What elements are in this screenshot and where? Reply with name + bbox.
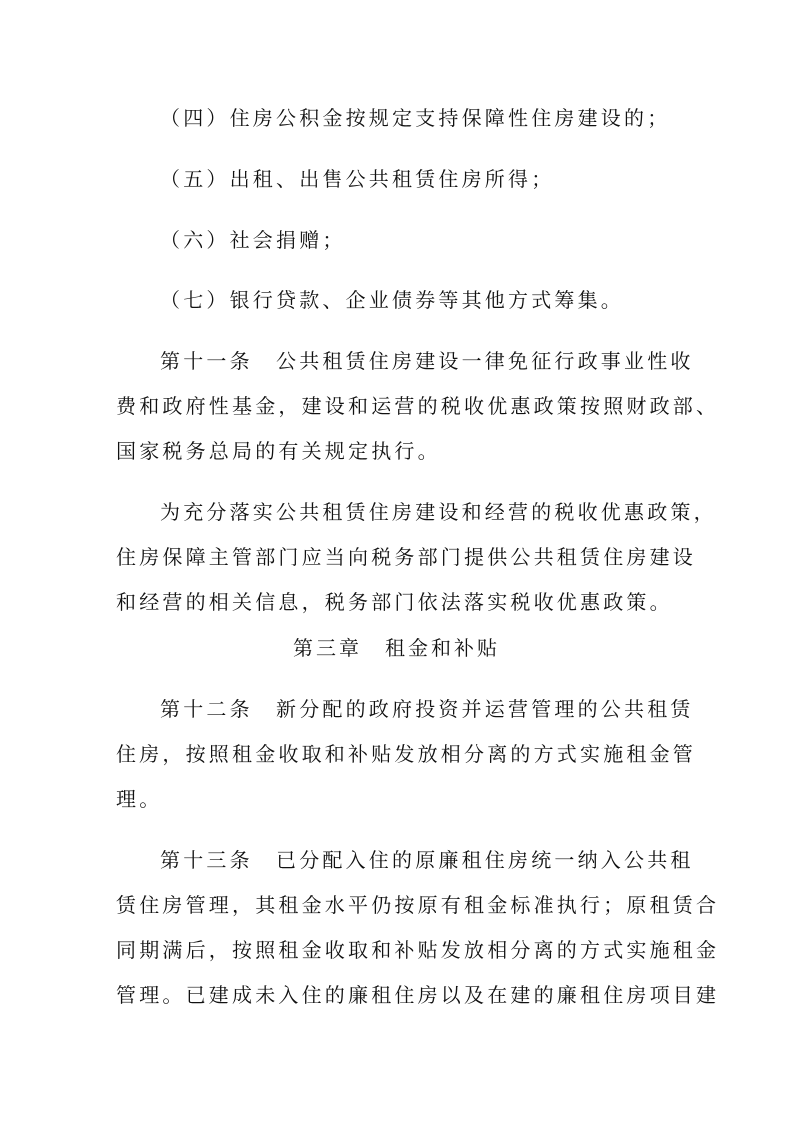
paragraph-line: （七）银行贷款、企业债券等其他方式筹集。: [160, 288, 624, 312]
article-11-line: 国家税务总局的有关规定执行。: [116, 439, 441, 463]
article-12-line: 理。: [116, 787, 163, 811]
paragraph-line: （五）出租、出售公共租赁住房所得；: [160, 167, 555, 191]
article-12-line: 第十二条 新分配的政府投资并运营管理的公共租赁: [160, 697, 694, 721]
paragraph-line: 为充分落实公共租赁住房建设和经营的税收优惠政策，: [160, 500, 717, 524]
paragraph-line: 住房保障主管部门应当向税务部门提供公共租赁住房建设: [116, 545, 696, 569]
paragraph-line: 和经营的相关信息，税务部门依法落实税收优惠政策。: [116, 590, 673, 614]
paragraph-line: （六）社会捐赠；: [160, 228, 346, 252]
article-13-line: 同期满后，按照租金收取和补贴发放相分离的方式实施租金: [116, 938, 720, 962]
article-13-line: 管理。已建成未入住的廉租住房以及在建的廉租住房项目建: [116, 983, 720, 1007]
article-13-line: 第十三条 已分配入住的原廉租住房统一纳入公共租: [160, 848, 694, 872]
chapter-heading: 第三章 租金和补贴: [293, 636, 500, 660]
paragraph-line: （四）住房公积金按规定支持保障性住房建设的；: [160, 106, 671, 130]
article-12-line: 住房，按照租金收取和补贴发放相分离的方式实施租金管: [116, 742, 696, 766]
article-13-line: 赁住房管理，其租金水平仍按原有租金标准执行；原租赁合: [116, 893, 720, 917]
article-11-line: 费和政府性基金，建设和运营的税收优惠政策按照财政部、: [116, 394, 720, 418]
article-11-line: 第十一条 公共租赁住房建设一律免征行政事业性收: [160, 349, 694, 373]
